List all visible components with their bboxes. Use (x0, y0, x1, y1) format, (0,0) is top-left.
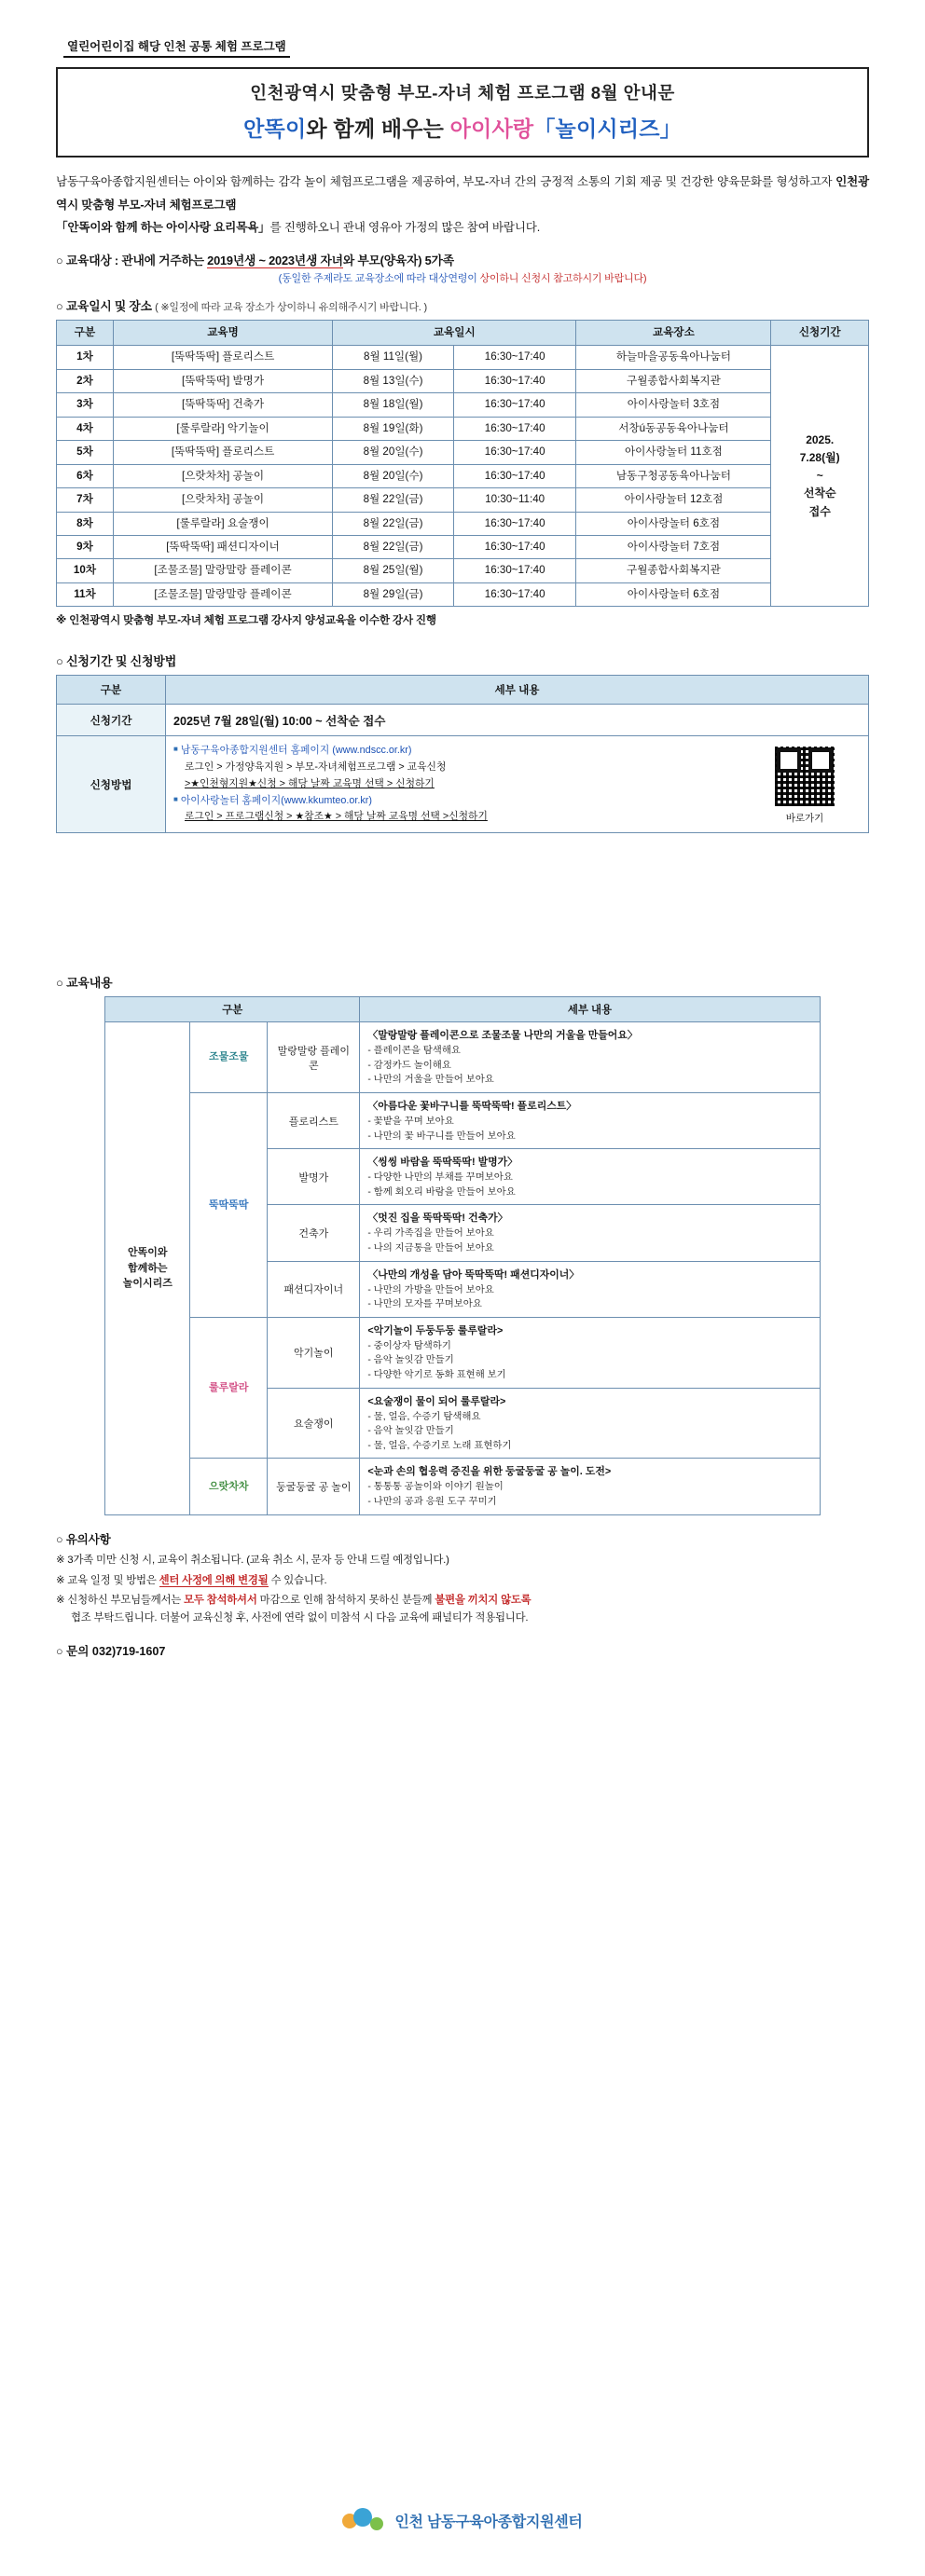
row-date: 8월 20일(수) (333, 464, 454, 487)
method-line-5: 로그인 > 프로그램신청 > ★참조★ > 해당 날짜 교육명 선택 >신청하기 (185, 811, 488, 823)
detail-item: 나만의 거울을 만들어 보아요 (373, 1075, 494, 1086)
row-date: 8월 22일(금) (333, 536, 454, 559)
row-date: 8월 13일(수) (333, 369, 454, 392)
target-line (56, 251, 869, 268)
row-place: 아이사랑놀터 7호점 (576, 536, 771, 559)
row-no: 5차 (57, 441, 114, 464)
content-group-label: 으랏차차 (190, 1459, 268, 1514)
content-col-gubun: 구분 (105, 997, 360, 1022)
footer-org-name: 인천 남동구육아종합지원센터 (394, 2514, 583, 2530)
title-line-1: 인천광역시 맞춤형 부모-자녀 체험 프로그램 8월 안내문 (250, 83, 675, 103)
table-row (105, 1317, 820, 1388)
method-line-2: 로그인 > 가정양육지원 > 부모-자녀체험프로그램 > 교육신청 (185, 761, 447, 774)
list-item (173, 776, 488, 792)
detail-item: 나만의 모자를 꾸며보아요 (373, 1299, 482, 1310)
apply-line-2: 7.28(월) (799, 451, 840, 464)
detail-title: <눈과 손의 협응력 증진을 위한 둥굴둥굴 공 놀이. 도전> (367, 1466, 612, 1478)
col-gubun: 구분 (57, 320, 114, 345)
list-item: - 다양한 악기로 동화 표현해 보기 (367, 1370, 506, 1381)
content-class-name: 플로리스트 (268, 1092, 360, 1148)
detail-list (367, 1171, 811, 1199)
kicker-label: 열린어린이집 해당 인천 공통 체험 프로그램 (63, 37, 290, 58)
detail-list (367, 1480, 811, 1509)
detail-title: 〈멋진 집을 뚝딱뚝딱! 건축가〉 (367, 1213, 508, 1225)
content-detail (360, 1317, 820, 1388)
row-place: 아이사랑놀터 6호점 (576, 582, 771, 606)
content-detail (360, 1022, 820, 1093)
row-time: 10:30~11:40 (453, 488, 576, 512)
list-item: - 음악 놀잇감 만들기 (367, 1426, 454, 1437)
row-no: 4차 (57, 417, 114, 440)
apply-line-4: 선착순 (803, 486, 836, 500)
row-place: 서창ú동공동육아나눔터 (576, 417, 771, 440)
row-name: [으랏차차] 공놀이 (113, 464, 332, 487)
content-detail (360, 1261, 820, 1317)
row-time: 16:30~17:40 (453, 536, 576, 559)
qr-code-icon[interactable] (773, 745, 836, 808)
detail-item: 나만의 공과 응원 도구 꾸미기 (373, 1497, 497, 1508)
detail-item: 음악 놀잇감 만들기 (373, 1355, 454, 1366)
target-note-2: 상이하니 신청시 참고하시기 바랍니다) (479, 272, 647, 284)
series-line-3: 놀이시리즈 (122, 1278, 173, 1290)
row-no: 6차 (57, 464, 114, 487)
detail-title: 〈나만의 개성을 담아 뚝딱뚝딱! 패션디자이너〉 (367, 1268, 580, 1281)
detail-item: 음악 놀잇감 만들기 (373, 1426, 454, 1437)
row-no: 11차 (57, 582, 114, 606)
row-name: [뚝딱뚝딱] 플로리스트 (113, 441, 332, 464)
row-time: 16:30~17:40 (453, 582, 576, 606)
schedule-table (56, 320, 869, 608)
detail-title: 〈말랑말랑 플레이콘으로 조물조물 나만의 거울을 만들어요〉 (367, 1030, 638, 1042)
notice-line-3-b: 마감으로 인해 참석하지 못하신 분들께 (256, 1594, 435, 1606)
content-class-name: 말랑말랑 플레이콘 (268, 1022, 360, 1093)
apply-col-gubun: 구분 (57, 676, 166, 705)
target-note (56, 270, 869, 285)
row-name: [뚝딱뚝딱] 건축가 (113, 393, 332, 417)
row-no: 2차 (57, 369, 114, 392)
list-item: - 다양한 나만의 부채를 꾸며보아요 (367, 1172, 513, 1184)
schedule-label: ○ 교육일시 및 장소 (56, 298, 152, 313)
detail-list (367, 1410, 811, 1454)
method-line-1: 남동구육아종합지원센터 홈페이지 (www.ndscc.or.kr) (180, 745, 412, 757)
row-time: 16:30~17:40 (453, 559, 576, 582)
notice-title: ○ 유의사항 (56, 1532, 111, 1546)
content-group-label: 룰루랄라 (190, 1317, 268, 1459)
row-no: 9차 (57, 536, 114, 559)
col-apply: 신청기간 (771, 320, 869, 345)
list-item: - 나의 지금통을 만들어 보아요 (367, 1243, 494, 1254)
detail-list (367, 1044, 811, 1088)
row-name: [조물조물] 말랑말랑 플레이콘 (113, 559, 332, 582)
notice-block (56, 1530, 869, 1628)
detail-item: 플레이콘을 탐색해요 (373, 1046, 461, 1057)
target-text-2: 와 부모(양육자) 5가족 (342, 253, 454, 267)
list-item: - 나만의 공과 응원 도구 꾸미기 (367, 1497, 497, 1508)
row-place: 아이사랑놀터 11호점 (576, 441, 771, 464)
qr-caption: 바로가기 (785, 812, 824, 824)
table-row (57, 393, 869, 417)
center-logo-icon (342, 2506, 385, 2534)
footer-inline (342, 2506, 582, 2534)
apply-method-list (173, 743, 488, 826)
row-name: [룰루랄라] 악기놀이 (113, 417, 332, 440)
row-date: 8월 19일(화) (333, 417, 454, 440)
row-name: [뚝딱뚝딱] 발명가 (113, 369, 332, 392)
row-date: 8월 22일(금) (333, 512, 454, 535)
apply-period-row (57, 705, 869, 736)
row-name: [룰루랄라] 요술쟁이 (113, 512, 332, 535)
target-label: ○ 교육대상 : (56, 253, 118, 267)
row-place: 하늘마을공동육아나눔터 (576, 346, 771, 369)
detail-item: 다양한 악기로 동화 표현해 보기 (373, 1370, 506, 1381)
series-line-1: 안똑이와 (128, 1247, 168, 1259)
detail-title: 〈씽씽 바람을 뚝딱뚝딱! 발명가〉 (367, 1157, 518, 1169)
row-time: 16:30~17:40 (453, 464, 576, 487)
notice-line-2 (56, 1572, 869, 1590)
intro-text-2: 를 진행하오니 관내 영유아 가정의 많은 참여 바랍니다. (269, 221, 541, 235)
row-place: 구월종합사회복지관 (576, 369, 771, 392)
bullet-square-icon: ■ (173, 745, 178, 754)
list-item: - 나만의 거울을 만들어 보아요 (367, 1075, 494, 1086)
table-row (57, 369, 869, 392)
table-row (57, 536, 869, 559)
detail-item: 나만의 꽃 바구니를 만들어 보아요 (373, 1130, 516, 1142)
detail-list (367, 1226, 811, 1255)
detail-item: 물, 얼음, 수증기 탐색해요 (373, 1411, 481, 1422)
content-class-name: 건축가 (268, 1205, 360, 1261)
detail-title: <악기놀이 두둥두둥 룰루랄라> (367, 1324, 504, 1336)
detail-item: 나만의 가방을 만들어 보아요 (373, 1284, 494, 1295)
kicker-wrap (56, 37, 869, 58)
detail-item: 다양한 나만의 부채를 꾸며보아요 (373, 1172, 513, 1184)
row-place: 남동구청공동육아나눔터 (576, 464, 771, 487)
schedule-body (57, 346, 869, 607)
col-datetime: 교육일시 (333, 320, 576, 345)
content-detail (360, 1205, 820, 1261)
apply-method-label: 신청방법 (57, 736, 166, 833)
intro-paragraph (56, 171, 869, 240)
notice-line-3-a: ※ 신청하신 부모님들께서는 (56, 1594, 185, 1606)
row-time: 16:30~17:40 (453, 512, 576, 535)
row-name: [뚝딱뚝딱] 플로리스트 (113, 346, 332, 369)
list-item: - 통통통 공놀이와 이야기 원놀이 (367, 1482, 504, 1493)
list-item: - 물, 얼음, 수증기 탐색해요 (367, 1411, 481, 1422)
col-place: 교육장소 (576, 320, 771, 345)
title-line-2 (67, 112, 858, 143)
apply-period-cell (771, 346, 869, 607)
list-item: - 꽃밭을 꾸며 보아요 (367, 1116, 454, 1127)
apply-period-value: 2025년 7월 28일(월) 10:00 ~ 선착순 접수 (166, 705, 869, 736)
bullet-square-icon: ■ (173, 794, 178, 803)
apply-header-row (57, 676, 869, 705)
intro-program-title: 「안똑이와 함께 하는 아이사랑 요리목욕」 (56, 221, 270, 235)
intro-text-1: 남동구육아종합지원센터는 아이와 함께하는 감각 놀이 체험프로그램을 제공하여, 부모-자녀 간의 긍정적 소통의 기회 제공 및 건강한 양육문화를 형성하고자 (56, 175, 836, 188)
content-series-label (105, 1022, 190, 1515)
list-item: - 플레이콘을 탐색해요 (367, 1046, 461, 1057)
notice-line-2-underline: 센터 사정에 의해 변경될 (159, 1574, 269, 1586)
row-place: 구월종합사회복지관 (576, 559, 771, 582)
table-row (57, 582, 869, 606)
list-item: - 나만의 꽃 바구니를 만들어 보아요 (367, 1130, 516, 1142)
list-item: - 감정카드 놀이해요 (367, 1060, 451, 1071)
row-date: 8월 22일(금) (333, 488, 454, 512)
row-date: 8월 25일(월) (333, 559, 454, 582)
title-box (56, 67, 869, 158)
table-row (57, 512, 869, 535)
detail-item: 물, 얼음, 수증기로 노래 표현하기 (373, 1440, 512, 1451)
detail-item: 우리 가족집을 만들어 보아요 (373, 1228, 494, 1240)
apply-method-value (166, 736, 869, 833)
method-line-3: >★인천형지원★신청 > 해당 날짜 교육명 선택 > 신청하기 (185, 777, 435, 789)
schedule-header-row (57, 320, 869, 345)
content-table (104, 996, 820, 1515)
detail-list (367, 1283, 811, 1312)
row-place: 아이사랑놀터 6호점 (576, 512, 771, 535)
footer (0, 2506, 925, 2539)
schedule-head (56, 296, 869, 314)
detail-list (367, 1339, 811, 1383)
content-group-label: 뚝딱뚝딱 (190, 1092, 268, 1317)
detail-title: 〈아름다운 꽃바구니를 뚝딱뚝딱! 플로리스트〉 (367, 1100, 577, 1112)
row-place: 아이사랑놀터 12호점 (576, 488, 771, 512)
row-date: 8월 11일(월) (333, 346, 454, 369)
qr-block[interactable] (749, 745, 861, 825)
notice-line-1: ※ 3가족 미만 신청 시, 교육이 취소됩니다. (교육 취소 시, 문자 등 안내 드릴 예정입니다.) (56, 1555, 449, 1567)
apply-method-row (57, 736, 869, 833)
list-item: - 우리 가족집을 만들어 보아요 (367, 1228, 494, 1240)
row-time: 16:30~17:40 (453, 417, 576, 440)
list-item: - 음악 놀잇감 만들기 (367, 1355, 454, 1366)
content-class-name: 둥굴둥굴 공 놀이 (268, 1459, 360, 1514)
apply-table (56, 675, 869, 833)
list-item (173, 743, 488, 759)
table-row (105, 1022, 820, 1093)
content-col-detail: 세부 내용 (360, 997, 820, 1022)
apply-line-1: 2025. (806, 432, 835, 446)
row-place: 아이사랑놀터 3호점 (576, 393, 771, 417)
col-name: 교육명 (113, 320, 332, 345)
list-item: - 중이상자 탐색하기 (367, 1340, 451, 1351)
content-section-title: ○ 교육내용 (56, 976, 113, 991)
table-row (57, 488, 869, 512)
row-time: 16:30~17:40 (453, 346, 576, 369)
row-time: 16:30~17:40 (453, 441, 576, 464)
list-item (173, 793, 488, 809)
target-age-range: 2019년생 ~ 2023년생 자녀 (207, 253, 343, 267)
notice-line-3-c: 협조 부탁드립니다. 더불어 교육신청 후, 사전에 연락 없이 미참석 시 다음 교육에 패널티가 적용됩니다. (71, 1612, 529, 1624)
notice-line-2-a: ※ 교육 일정 및 방법은 (56, 1574, 159, 1586)
apply-section-title: ○ 신청기간 및 신청방법 (56, 654, 177, 669)
row-name: [으랏차차] 공놀이 (113, 488, 332, 512)
schedule-footnote: ※ 인천광역시 맞춤형 부모-자녀 체험 프로그램 강사지 양성교육을 이수한 강사 진행 (56, 614, 436, 627)
notice-line-2-b: 수 있습니다. (268, 1574, 327, 1586)
content-detail (360, 1149, 820, 1205)
list-item: - 나만의 모자를 꾸며보아요 (367, 1299, 482, 1310)
detail-item: 감정카드 놀이해요 (373, 1060, 451, 1071)
detail-item: 함께 회오리 바람을 만들어 보아요 (373, 1186, 516, 1198)
intro-text-bold: 인천광역시 맞춤형 부모-자녀 체험프로그램 (56, 175, 869, 212)
target-note-1: (동일한 주제라도 교육장소에 따라 대상연령이 (278, 272, 480, 284)
content-class-name: 패션디자이너 (268, 1261, 360, 1317)
notice-line-3-red2: 불편을 끼치지 않도록 (435, 1594, 532, 1606)
detail-list (367, 1115, 811, 1144)
title-word-pink: 아이사랑 (449, 116, 534, 141)
row-no: 1차 (57, 346, 114, 369)
table-row (57, 559, 869, 582)
content-detail (360, 1459, 820, 1514)
apply-line-5: 접수 (808, 504, 831, 518)
method-line-4: 아이사랑놀터 홈페이지(www.kkumteo.or.kr) (180, 794, 372, 806)
apply-period-label: 신청기간 (57, 705, 166, 736)
content-class-name: 요술쟁이 (268, 1388, 360, 1459)
row-name: [뚝딱뚝딱] 패션디자이너 (113, 536, 332, 559)
table-row (57, 346, 869, 369)
list-item: - 나만의 가방을 만들어 보아요 (367, 1284, 494, 1295)
row-time: 16:30~17:40 (453, 393, 576, 417)
content-class-name: 발명가 (268, 1149, 360, 1205)
list-item (173, 760, 488, 775)
row-time: 16:30~17:40 (453, 369, 576, 392)
content-detail (360, 1092, 820, 1148)
table-row (57, 464, 869, 487)
detail-title: <요술쟁이 물이 되어 룰루랄라> (367, 1395, 506, 1407)
row-name: [조물조물] 말랑말랑 플레이콘 (113, 582, 332, 606)
list-item (173, 809, 488, 825)
row-date: 8월 20일(수) (333, 441, 454, 464)
content-header-row (105, 997, 820, 1022)
contact-line: ○ 문의 032)719-1607 (56, 1644, 166, 1658)
row-date: 8월 18일(월) (333, 393, 454, 417)
notice-line-3 (56, 1592, 869, 1628)
row-no: 7차 (57, 488, 114, 512)
detail-item: 통통통 공놀이와 이야기 원놀이 (373, 1482, 504, 1493)
target-text-1: 관내에 거주하는 (121, 253, 208, 267)
content-group-label: 조물조물 (190, 1022, 268, 1093)
title-word-mid: 와 함께 배우는 (306, 116, 450, 141)
content-detail (360, 1388, 820, 1459)
apply-line-3: ~ (816, 469, 823, 483)
list-item: - 함께 회오리 바람을 만들어 보아요 (367, 1186, 516, 1198)
apply-col-detail: 세부 내용 (166, 676, 869, 705)
series-line-2: 함께하는 (128, 1262, 168, 1274)
table-row (105, 1092, 820, 1148)
row-no: 8차 (57, 512, 114, 535)
table-row (57, 417, 869, 440)
detail-item: 나의 지금통을 만들어 보아요 (373, 1243, 494, 1254)
table-row (105, 1459, 820, 1514)
detail-item: 중이상자 탐색하기 (373, 1340, 451, 1351)
row-no: 10차 (57, 559, 114, 582)
row-no: 3차 (57, 393, 114, 417)
row-date: 8월 29일(금) (333, 582, 454, 606)
title-word-series: 「놀이시리즈」 (533, 116, 682, 141)
content-class-name: 악기놀이 (268, 1317, 360, 1388)
notice-line-3-red1: 모두 참석하셔서 (184, 1594, 257, 1606)
table-row (57, 441, 869, 464)
schedule-note: ( ※일정에 따라 교육 장소가 상이하니 유의해주시기 바랍니다. ) (155, 301, 427, 313)
detail-item: 꽃밭을 꾸며 보아요 (373, 1116, 454, 1127)
title-word-blue: 안똑이 (243, 116, 307, 141)
list-item: - 물, 얼음, 수증기로 노래 표현하기 (367, 1440, 512, 1451)
